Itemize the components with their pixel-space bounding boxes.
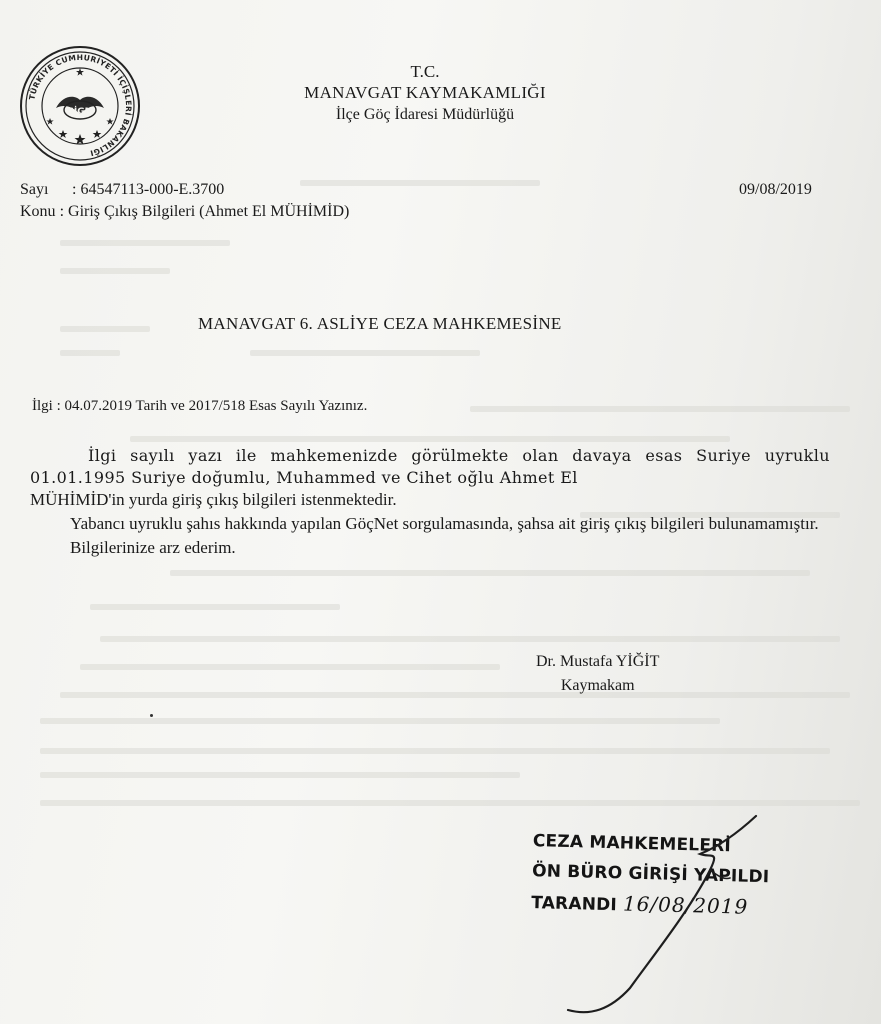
sayi-value: 64547113-000-E.3700 xyxy=(80,181,225,198)
body-paragraph-2: Yabancı uyruklu şahıs hakkında yapılan GöçNet sorgulamasında, şahsa ait giriş çıkış bilgileri bulunamamıştır. xyxy=(70,514,819,533)
ink-dot xyxy=(150,714,153,717)
ilgi-text: 04.07.2019 Tarih ve 2017/518 Esas Sayılı Yazınız. xyxy=(64,398,368,414)
stamp-scanned-label: TARANDI xyxy=(530,893,618,916)
svg-text:TÜRKİYE CUMHURİYETİ İÇİŞLERİ B: TÜRKİYE CUMHURİYETİ İÇİŞLERİ BAKANLIĞI xyxy=(27,52,134,158)
body-paragraph-3: Bilgilerinize arz ederim. xyxy=(70,538,236,557)
header-line-tc: T.C. xyxy=(410,62,440,81)
reference-line: İlgi : 04.07.2019 Tarih ve 2017/518 Esas Sayılı Yazınız. xyxy=(32,398,368,414)
header-line-mudurluk: İlçe Göç İdaresi Müdürlüğü xyxy=(335,106,515,123)
signature-block xyxy=(536,650,659,698)
sayi-label: Sayı xyxy=(20,181,49,198)
signer-name: Dr. Mustafa YİĞİT xyxy=(536,653,660,670)
header-line-kaymakamlik: MANAVGAT KAYMAKAMLIĞI xyxy=(304,83,546,102)
letterhead xyxy=(250,62,600,126)
body-paragraph-1-tail: MÜHİMİD'in yurda giriş çıkış bilgileri istenmektedir. xyxy=(30,490,397,509)
ilgi-label: İlgi xyxy=(32,398,53,414)
svg-text:GİGM: GİGM xyxy=(66,107,94,117)
reference-block: Sayı : 64547113-000-E.3700 Konu : Giriş Çıkış Bilgileri (Ahmet El MÜHİMİD) xyxy=(20,181,350,220)
handwritten-signature-icon xyxy=(560,810,770,1020)
stamp-line-2: ÖN BÜRO GİRİŞİ YAPILDI xyxy=(531,861,770,888)
konu-value: Giriş Çıkış Bilgileri (Ahmet El MÜHİMİD) xyxy=(68,203,350,220)
document-date: 09/08/2019 xyxy=(739,181,812,198)
signer-title: Kaymakam xyxy=(560,677,635,694)
stamp-line-1: CEZA MAHKEMELERİ xyxy=(532,831,732,857)
stamp-handwritten-date: 16/08/2019 xyxy=(622,891,749,919)
ministry-seal-icon xyxy=(18,44,142,168)
konu-label: Konu xyxy=(20,203,56,220)
addressee: MANAVGAT 6. ASLİYE CEZA MAHKEMESİNE xyxy=(198,314,562,333)
letter-body xyxy=(30,445,830,559)
body-paragraph-1: İlgi sayılı yazı ile mahkemenizde görülmekte olan davaya esas Suriye uyruklu 01.01.1995 Suriye doğumlu, Muhammed ve Cihet oğlu Ahmet El MÜHİMİD'in yurda giriş çıkış bilgileri istenmektedir. xyxy=(30,446,830,509)
